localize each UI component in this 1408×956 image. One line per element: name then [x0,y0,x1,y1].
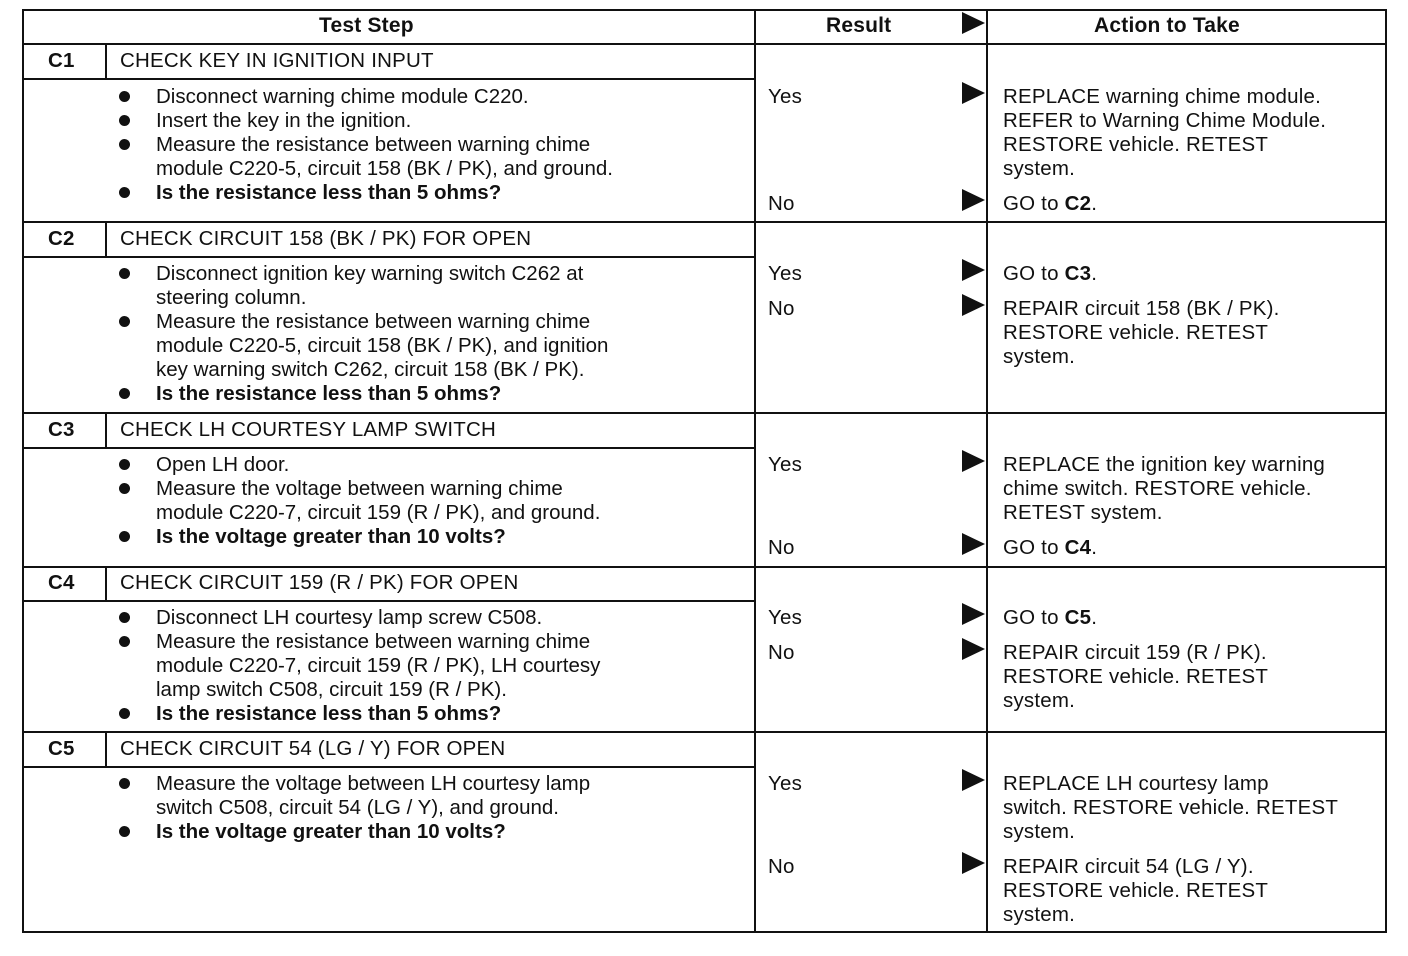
result-yes: Yes [768,85,803,108]
bullet-text: key warning switch C262, circuit 158 (BK / PK). [156,358,585,381]
bullet-icon [119,708,130,719]
step-code: C5 [48,737,75,760]
arrow-icon [962,603,985,625]
header-arrow-icon [962,12,985,34]
bullet-text: Measure the voltage between LH courtesy lamp [156,772,591,795]
result-no: No [768,536,795,559]
step-question: Is the resistance less than 5 ohms? [156,702,502,725]
step-code: C3 [48,418,75,441]
action-text: switch. RESTORE vehicle. RETEST [1003,796,1339,819]
bullet-icon [119,91,130,102]
table-border-right [1385,9,1387,933]
action-text: system. [1003,345,1076,368]
bullet-text: module C220-7, circuit 159 (R / PK), and ground. [156,501,601,524]
bullet-icon [119,778,130,789]
action-text: REPAIR circuit 159 (R / PK). [1003,641,1267,664]
bullet-text: Insert the key in the ignition. [156,109,412,132]
table-border-left [22,9,24,933]
action-goto: GO to C5. [1003,606,1098,629]
arrow-icon [962,769,985,791]
title-row-divider [22,78,755,80]
goto-target: C3 [1064,262,1092,285]
step-question: Is the resistance less than 5 ohms? [156,181,502,204]
action-text: REPAIR circuit 54 (LG / Y). [1003,855,1254,878]
action-text: RESTORE vehicle. RETEST [1003,879,1269,902]
table-border-bottom [22,931,1387,933]
title-row-divider [22,600,755,602]
bullet-icon [119,483,130,494]
arrow-icon [962,638,985,660]
action-text: system. [1003,820,1076,843]
code-divider [105,43,107,80]
goto-target: C4 [1064,536,1092,559]
bullet-text: Disconnect warning chime module C220. [156,85,529,108]
action-text: RETEST system. [1003,501,1163,524]
step-question: Is the voltage greater than 10 volts? [156,525,506,548]
bullet-text: Measure the resistance between warning chime [156,630,591,653]
arrow-icon [962,852,985,874]
arrow-icon [962,259,985,281]
action-text: chime switch. RESTORE vehicle. [1003,477,1312,500]
bullet-text: module C220-5, circuit 158 (BK / PK), and ignition [156,334,609,357]
section-divider [22,221,1387,223]
bullet-icon [119,531,130,542]
arrow-icon [962,294,985,316]
action-text: system. [1003,157,1076,180]
column-divider-action [986,9,988,933]
section-divider [22,731,1387,733]
step-title: CHECK CIRCUIT 54 (LG / Y) FOR OPEN [120,737,506,760]
section-divider [22,566,1387,568]
title-row-divider [22,766,755,768]
code-divider [105,566,107,602]
step-title: CHECK CIRCUIT 159 (R / PK) FOR OPEN [120,571,519,594]
step-code: C1 [48,49,75,72]
action-text: REPLACE LH courtesy lamp [1003,772,1269,795]
action-text: RESTORE vehicle. RETEST [1003,665,1269,688]
header-result: Result [826,14,892,37]
action-text: REPLACE the ignition key warning [1003,453,1326,476]
bullet-text: steering column. [156,286,307,309]
result-no: No [768,641,795,664]
result-yes: Yes [768,772,803,795]
bullet-text: Measure the voltage between warning chime [156,477,563,500]
action-goto: GO to C3. [1003,262,1098,285]
title-row-divider [22,447,755,449]
step-question: Is the resistance less than 5 ohms? [156,382,502,405]
action-goto: GO to C2. [1003,192,1098,215]
result-no: No [768,192,795,215]
step-title: CHECK CIRCUIT 158 (BK / PK) FOR OPEN [120,227,532,250]
result-yes: Yes [768,453,803,476]
bullet-icon [119,826,130,837]
code-divider [105,731,107,768]
action-text: system. [1003,903,1076,926]
action-text: RESTORE vehicle. RETEST [1003,321,1269,344]
bullet-text: Disconnect LH courtesy lamp screw C508. [156,606,543,629]
bullet-icon [119,115,130,126]
arrow-icon [962,82,985,104]
result-no: No [768,297,795,320]
bullet-icon [119,139,130,150]
step-code: C2 [48,227,75,250]
header-divider [22,43,1387,45]
title-row-divider [22,256,755,258]
action-text: REFER to Warning Chime Module. [1003,109,1327,132]
result-yes: Yes [768,262,803,285]
bullet-text: Disconnect ignition key warning switch C262 at [156,262,584,285]
step-code: C4 [48,571,75,594]
action-text: RESTORE vehicle. RETEST [1003,133,1269,156]
bullet-icon [119,316,130,327]
bullet-icon [119,388,130,399]
arrow-icon [962,189,985,211]
bullet-text: Measure the resistance between warning chime [156,310,591,333]
bullet-icon [119,459,130,470]
bullet-text: module C220-5, circuit 158 (BK / PK), and ground. [156,157,613,180]
table-border-top [22,9,1387,11]
column-divider-result [754,9,756,933]
step-title: CHECK LH COURTESY LAMP SWITCH [120,418,497,441]
bullet-icon [119,636,130,647]
header-test-step: Test Step [319,14,414,37]
code-divider [105,412,107,449]
goto-target: C5 [1064,606,1092,629]
bullet-text: Measure the resistance between warning chime [156,133,591,156]
bullet-text: Open LH door. [156,453,290,476]
bullet-text: lamp switch C508, circuit 159 (R / PK). [156,678,507,701]
result-yes: Yes [768,606,803,629]
bullet-icon [119,268,130,279]
code-divider [105,221,107,258]
bullet-text: module C220-7, circuit 159 (R / PK), LH courtesy [156,654,601,677]
bullet-text: switch C508, circuit 54 (LG / Y), and ground. [156,796,559,819]
step-question: Is the voltage greater than 10 volts? [156,820,506,843]
action-text: system. [1003,689,1076,712]
section-divider [22,412,1387,414]
goto-target: C2 [1064,192,1092,215]
arrow-icon [962,533,985,555]
arrow-icon [962,450,985,472]
bullet-icon [119,612,130,623]
bullet-icon [119,187,130,198]
action-goto: GO to C4. [1003,536,1098,559]
action-text: REPAIR circuit 158 (BK / PK). [1003,297,1280,320]
step-title: CHECK KEY IN IGNITION INPUT [120,49,434,72]
action-text: REPLACE warning chime module. [1003,85,1321,108]
result-no: No [768,855,795,878]
header-action: Action to Take [1094,14,1240,37]
